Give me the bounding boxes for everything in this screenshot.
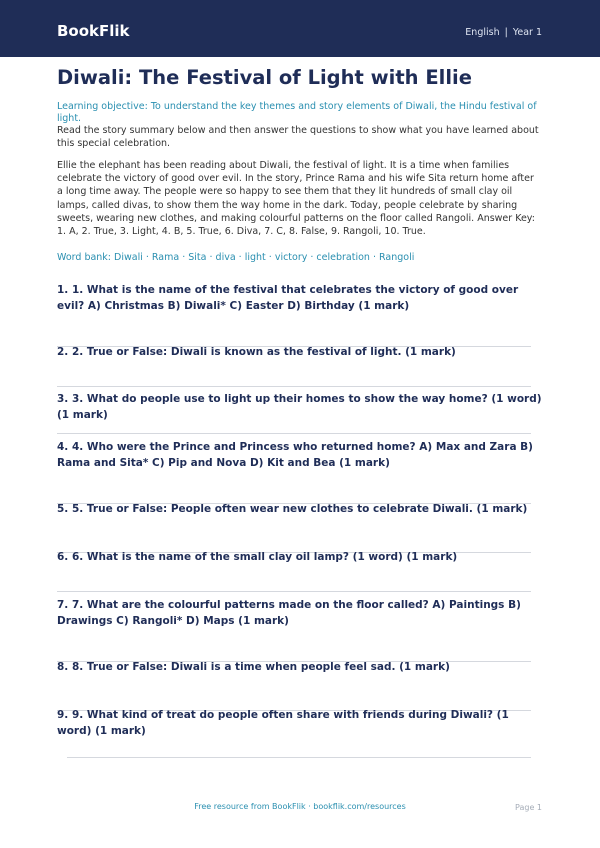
answer-line-6	[57, 591, 531, 592]
answer-line-2	[57, 386, 531, 387]
question-4: 4. 4. Who were the Prince and Princess who returned home? A) Max and Zara B) Rama and Sita* C) Pip and Nova D) Kit and Bea (1 mark)	[57, 441, 533, 469]
story-summary: Ellie the elephant has been reading about Diwali, the festival of light. It is a time when families celebrate the victory of good over evil. In the story, Prince Rama and his wife Sita return home after a long time away. The people were so happy to see them that they lit hundreds of small clay oil lamps, called divas, to show them the way home in the dark. Today, people celebrate by sharing sweets, wearing new clothes, and making colourful patterns on the floor called Rangoli. Answer Key: 1. A, 2. True, 3. Light, 4. B, 5. True, 6. Diva, 7. C, 8. False, 9. Rangoli, 10. True.	[57, 160, 535, 238]
footer-divider	[67, 757, 531, 758]
question-6: 6. 6. What is the name of the small clay oil lamp? (1 word) (1 mark)	[57, 551, 458, 563]
footer-link[interactable]: Free resource from BookFlik · bookflik.com/resources	[194, 802, 406, 811]
year-label: Year 1	[512, 27, 542, 38]
intro-text: Read the story summary below and then answer the questions to show what you have learned about this special celebration.	[57, 125, 539, 150]
subject-label: English	[465, 27, 500, 38]
question-5: 5. 5. True or False: People often wear new clothes to celebrate Diwali. (1 mark)	[57, 503, 528, 515]
page-number: Page 1	[515, 803, 542, 812]
header-meta	[465, 27, 542, 39]
page-title: Diwali: The Festival of Light with Ellie	[57, 66, 472, 89]
header-separator: |	[504, 27, 508, 38]
brand-logo[interactable]: BookFlik	[57, 22, 130, 40]
question-8: 8. 8. True or False: Diwali is a time when people feel sad. (1 mark)	[57, 661, 450, 673]
question-9: 9. 9. What kind of treat do people often share with friends during Diwali? (1 word) (1 mark)	[57, 709, 509, 737]
word-bank: Word bank: Diwali · Rama · Sita · diva · light · victory · celebration · Rangoli	[57, 252, 415, 263]
question-7: 7. 7. What are the colourful patterns made on the floor called? A) Paintings B) Drawings C) Rangoli* D) Maps (1 mark)	[57, 599, 521, 627]
question-1: 1. 1. What is the name of the festival that celebrates the victory of good over evil? A) Christmas B) Diwali* C) Easter D) Birthday (1 mark)	[57, 284, 519, 312]
question-3: 3. 3. What do people use to light up their homes to show the way home? (1 word) (1 mark)	[57, 393, 542, 421]
header-bar	[0, 0, 600, 57]
question-2: 2. 2. True or False: Diwali is known as the festival of light. (1 mark)	[57, 346, 456, 358]
answer-line-3	[57, 433, 531, 434]
learning-objective: Learning objective: To understand the key themes and story elements of Diwali, the Hindu festival of light.	[57, 101, 537, 124]
